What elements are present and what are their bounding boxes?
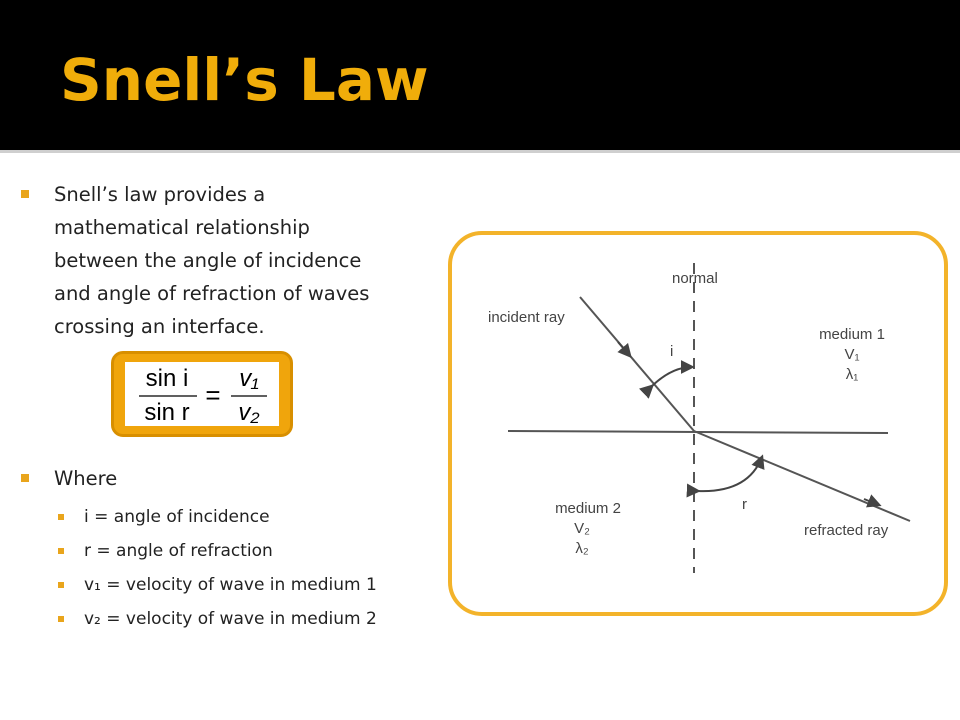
incident-ray-label: incident ray — [488, 309, 565, 326]
bullet-line: Snell’s law provides a — [54, 183, 266, 206]
sub-bullet-icon — [58, 548, 64, 554]
definition-item — [56, 570, 377, 604]
main-bullet — [20, 178, 420, 343]
bullet-line: mathematical relationship — [54, 216, 310, 239]
refracted-ray-label: refracted ray — [804, 522, 889, 539]
formula-equals: = — [205, 380, 221, 410]
medium1-label: medium 1 — [819, 326, 885, 343]
angle-i-arc — [652, 367, 692, 386]
angle-r-arc — [698, 457, 762, 491]
formula-box — [111, 351, 293, 437]
medium2-velocity: V₂ — [574, 520, 590, 537]
sub-bullet-icon — [58, 514, 64, 520]
formula-denominator-right: v₂ — [238, 399, 260, 426]
formula-denominator-left: sin r — [144, 399, 190, 426]
normal-label: normal — [672, 270, 718, 287]
where-label: Where — [54, 467, 118, 490]
bullet-square-icon — [21, 474, 29, 482]
definition-item — [56, 604, 377, 638]
angle-r-label: r — [742, 496, 747, 513]
definition-text: r = angle of refraction — [84, 541, 273, 561]
refraction-diagram — [452, 235, 944, 612]
snell-formula — [125, 362, 279, 426]
bullet-square-icon — [21, 190, 29, 198]
diagram-frame — [448, 231, 948, 616]
incident-ray — [580, 297, 694, 431]
formula-numerator-right: v₁ — [239, 365, 259, 392]
refracted-ray — [694, 431, 910, 521]
bullet-line: and angle of refraction of waves — [54, 282, 370, 305]
title-divider — [0, 150, 960, 153]
incident-arrow-icon — [618, 342, 630, 356]
angle-i-label: i — [670, 343, 674, 360]
where-bullet — [20, 464, 117, 494]
definition-text: i = angle of incidence — [84, 507, 270, 527]
bullet-line: crossing an interface. — [54, 315, 265, 338]
formula-numerator-left: sin i — [145, 365, 189, 392]
slide-title: Snell’s Law — [60, 46, 429, 114]
bullet-item — [20, 178, 420, 343]
definition-text: v₂ = velocity of wave in medium 2 — [84, 609, 377, 629]
medium1-wavelength: λ₁ — [845, 366, 859, 383]
medium2-wavelength: λ₂ — [575, 540, 589, 557]
definition-text: v₁ = velocity of wave in medium 1 — [84, 575, 377, 595]
formula-panel — [125, 362, 279, 426]
bullet-line: between the angle of incidence — [54, 249, 362, 272]
definition-item — [56, 536, 377, 570]
medium1-velocity: V₁ — [844, 346, 860, 363]
sub-bullet-icon — [58, 582, 64, 588]
sub-bullet-icon — [58, 616, 64, 622]
definition-item — [56, 502, 377, 536]
medium2-label: medium 2 — [555, 500, 621, 517]
definition-list — [56, 502, 377, 638]
